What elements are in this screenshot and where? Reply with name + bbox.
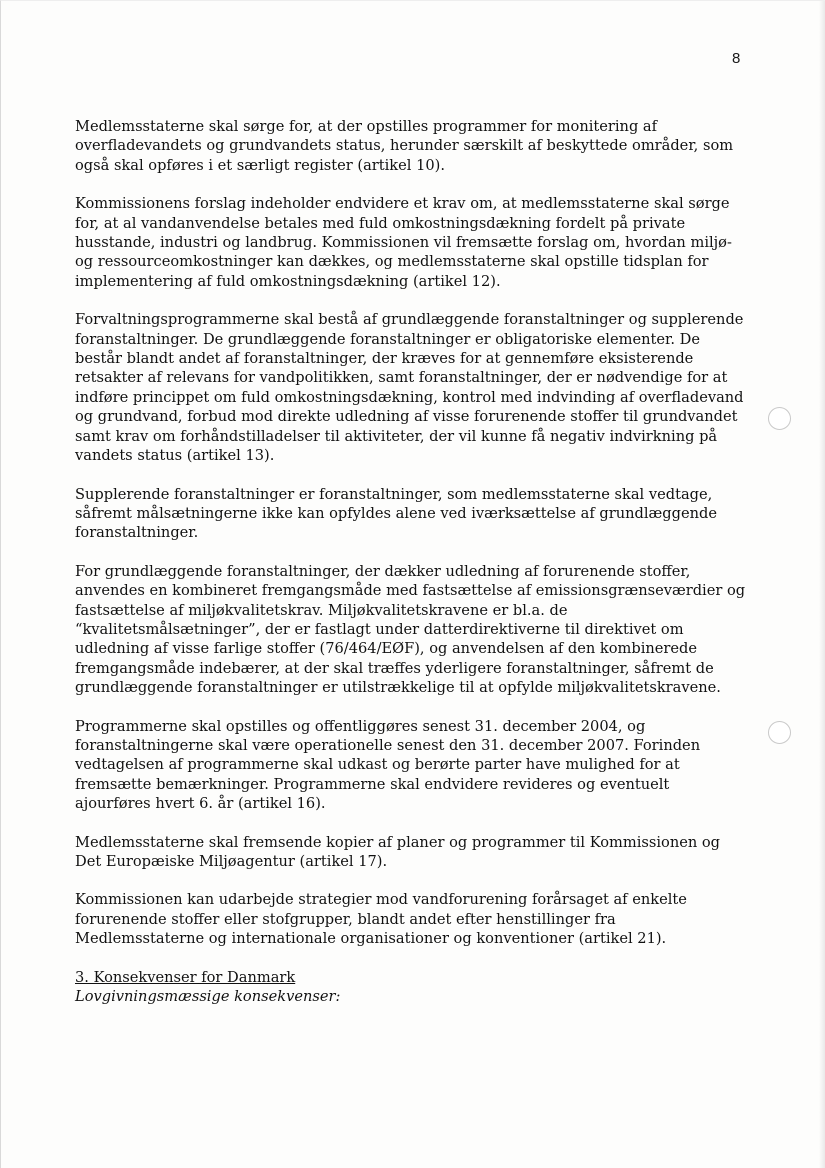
paragraph-programme-deadlines: Programmerne skal opstilles og offentliggøres senest 31. december 2004, og foranstaltningerne skal være operationelle senest den 31. december 2007. Forinden vedtagelsen af programmerne skal udkast og berørte parter have mulighed for at fremsætte bemærkninger. Programmerne skal endvidere revideres og eventuelt ajourføres hvert 6. år (artikel 16). [75,717,701,813]
paragraph-combined-approach: For grundlæggende foranstaltninger, der dækker udledning af forurenende stoffer, anvendes en kombineret fremgangsmåde med fastsættelse af emissionsgrænseværdier og fastsættelse af miljøkvalitetskrav. Miljøkvalitetskravene er bl.a. de “kvalitetsmålsætninger”, der er fastlagt under datterdirektiverne til direktivet om udledning af visse farlige stoffer (76/464/EØF), og anvendelsen af den kombinerede fremgangsmåde indebærer, at der skal træffes yderligere foranstaltninger, såfremt de grundlæggende foranstaltninger er utilstrækkelige til at opfylde miljøkvalitetskravene. [75,562,746,697]
punch-hole-icon [768,407,791,430]
page-number: 8 [732,50,741,67]
paragraph-strategies: Kommissionen kan udarbejde strategier mod vandforurening forårsaget af enkelte forurenende stoffer eller stofgrupper, blandt andet efter henstillinger fra Medlemsstaterne og internationale organisationer og konventioner (artikel 21). [75,891,687,948]
paragraph-supplementary-measures: Supplerende foranstaltninger er foranstaltninger, som medlemsstaterne skal vedtage, såfremt målsætningerne ikke kan opfyldes alene ved iværksættelse af grundlæggende foranstaltninger. [75,485,717,542]
section-heading: 3. Konsekvenser for Danmark [75,968,296,986]
paragraph-cost-recovery: Kommissionens forslag indeholder endvidere et krav om, at medlemsstaterne skal sørge for, at al vandanvendelse betales med fuld omkostningsdækning fordelt på private husstande, industri og landbrug. Kommissionen vil fremsætte forslag om, hvordan miljø- og ressourceomkostninger kan dækkes, og medlemsstaterne skal opstille tidsplan for implementering af fuld omkostningsdækning (artikel 12). [75,195,732,290]
section-subheading: Lovgivningsmæssige konsekvenser: [75,988,341,1006]
paragraph-reporting: Medlemsstaterne skal fremsende kopier af planer og programmer til Kommissionen og Det Europæiske Miljøagentur (artikel 17). [75,833,721,870]
page-edge-shadow [819,1,825,1168]
punch-hole-icon [768,721,791,744]
paragraph-management-programmes: Forvaltningsprogrammerne skal bestå af grundlæggende foranstaltninger og supplerende foranstaltninger. De grundlæggende foranstaltninger er obligatoriske elementer. De består blandt andet af foranstaltninger, der kræves for at gennemføre eksisterende retsakter af relevans for vandpolitikken, samt foranstaltninger, der er nødvendige for at indføre princippet om fuld omkostningsdækning, kontrol med indvinding af overfladevand og grundvand, forbud mod direkte udledning af visse forurenende stoffer til grundvandet samt krav om forhåndstilladelser til aktiviteter, der vil kunne få negativ indvirkning på vandets status (artikel 13). [75,311,744,465]
document-body [75,117,747,1006]
paragraph-monitoring: Medlemsstaterne skal sørge for, at der opstilles programmer for monitering af overfladevandets og grundvandets status, herunder særskilt af beskyttede områder, som også skal opføres i et særligt register (artikel 10). [75,118,734,174]
